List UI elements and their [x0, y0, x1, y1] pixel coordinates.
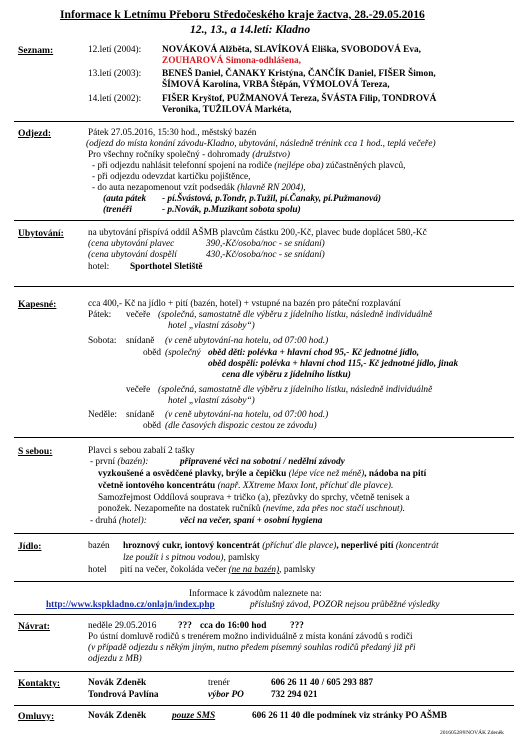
- kapesne-sunday-lunch: oběd: [143, 421, 162, 431]
- contact-2-role: výbor PO: [208, 690, 244, 700]
- jidlo-hotel-items: [120, 565, 315, 576]
- divider: [14, 614, 514, 615]
- jidlo-pool-items-cont: [123, 553, 260, 564]
- kapesne-label: Kapesné:: [18, 299, 57, 310]
- seznam-names-2003: BENEŠ Daniel, ČANAKY Kristýna, ČANČÍK Daniel, FIŠER Šimon,: [162, 69, 436, 79]
- omluvy-mode: pouze SMS: [172, 711, 216, 721]
- odjezd-coaches-label: (trenéři: [103, 205, 132, 215]
- sebou-bag1-content: připravené věci na sobotní / nedělní závody: [180, 457, 345, 467]
- sebou-intro: Plavci s sebou zabalí 2 tašky: [88, 446, 195, 456]
- sebou-swimwear-tail: , nádoba na pití: [364, 469, 427, 479]
- odjezd-group-note: (družstvo): [252, 150, 290, 160]
- odjezd-date: Pátek 27.05.2016, 15:30 hod., městský bazén: [88, 128, 257, 138]
- omluvy-label: Omluvy:: [18, 711, 55, 722]
- odjezd-phone: [92, 161, 405, 172]
- seznam-cancelled-name: ZOUHAROVÁ Simona-odhlášena,: [162, 56, 301, 66]
- odjezd-phone-note: (nejlépe oba): [274, 161, 324, 171]
- sebou-bag1-note: (bazén):: [117, 457, 149, 467]
- document-title: Informace k Letnímu Přeboru Středočeského kraje žactva, 28.-29.05.2016: [60, 8, 425, 21]
- kapesne-sunday-breakfast-note: (v ceně ubytování-na hotelu, od 07:00 hod.): [165, 410, 329, 420]
- jidlo-hotel-items-note: (ne na bazén): [228, 565, 280, 575]
- seznam-cat-2003: 13.letí (2003):: [88, 69, 142, 79]
- ubytovani-price-swimmer: 390,-Kč/osoba/noc - se snídaní): [206, 239, 325, 249]
- odjezd-phone-tail: zúčastněných plavců,: [325, 161, 406, 171]
- odjezd-seat-tail: ,: [303, 183, 306, 193]
- kapesne-saturday-dinner-note2: hotel „vlastní zásoby“): [168, 396, 255, 406]
- sebou-towels-text: ponožek. Nezapomeňte na dostatek ručníků: [98, 504, 261, 514]
- sebou-swimwear: [98, 469, 426, 480]
- kapesne-saturday-lunch-note: (společný: [165, 348, 201, 358]
- seznam-names-2002: FIŠER Kryštof, PUŽMANOVÁ Tereza, ŠVÁSTA Filip, TONDROVÁ: [162, 94, 437, 104]
- kapesne-saturday-dinner: večeře: [126, 385, 151, 395]
- results-link[interactable]: http://www.kspkladno.cz/onlajn/index.php: [46, 600, 215, 610]
- divider: [14, 581, 514, 582]
- navrat-individual: Po ústní domluvě rodičů s trenérem možno individuálně z místa konání závodů s rodiči: [88, 632, 413, 642]
- kapesne-lunch-adults: oběd dospělí: polévka + hlavní chod 115,- Kč jednotné jídlo, jinak: [208, 359, 459, 369]
- kapesne-friday-dinner: večeře: [126, 310, 151, 320]
- divider: [14, 286, 514, 287]
- sebou-bag2: [90, 516, 147, 527]
- sebou-bag1: [90, 457, 148, 468]
- odjezd-seat-text: - do auta nezapomenout vzít podsedák: [92, 183, 235, 193]
- omluvy-text: 606 26 11 40 dle podmínek viz stránky PO AŠMB: [252, 711, 447, 721]
- contact-1-name: Novák Zdeněk: [88, 678, 147, 688]
- seznam-cat-2004: 12.letí (2004):: [88, 45, 142, 55]
- document-subtitle: 12., 13., a 14.letí: Kladno: [190, 23, 311, 36]
- divider: [14, 437, 514, 438]
- divider: [14, 671, 514, 672]
- odjezd-group: [88, 150, 290, 161]
- kapesne-lunch-adults-note: cena dle výběru z jídelního lístku): [222, 370, 351, 380]
- omluvy-name: Novák Zdeněk: [88, 711, 147, 721]
- jidlo-pool-items-note2: (koncentrát: [395, 541, 439, 551]
- ubytovani-hotel-name: Sporthotel Sletiště: [130, 262, 203, 272]
- sebou-bag2-label: - druhá: [90, 516, 117, 526]
- odjezd-note: (odjezd do místa konání závodu-Kladno, ubytování, následně trénink cca 1 hod., teplá večeře): [86, 139, 436, 149]
- sebou-bag2-content: věci na večer, spaní + osobní hygiena: [180, 516, 323, 526]
- kapesne-saturday-breakfast-note: (v ceně ubytování-na hotelu, od 07:00 hod.): [165, 336, 329, 346]
- navrat-consent-cont: odjezdu z MB): [88, 654, 142, 664]
- jidlo-label: Jídlo:: [18, 541, 42, 552]
- kapesne-sunday-lunch-note: (dle časových dispozic cestou ze závodu): [165, 421, 317, 431]
- kapesne-sunday-breakfast: snídaně: [126, 410, 155, 420]
- ubytovani-price-swimmer-label: (cena ubytování plavec: [88, 239, 175, 249]
- kapesne-friday-dinner-note2: hotel „vlastní zásoby“): [168, 321, 255, 331]
- kapesne-amount: cca 400,- Kč na jídlo + pití (bazén, hotel) + vstupné na bazén pro páteční rozplavání: [88, 299, 401, 309]
- sebou-swimwear-note: (lépe více než méně): [288, 469, 365, 479]
- ubytovani-contribution: na ubytování přispívá oddíl AŠMB plavcům částku 200,-Kč, plavec bude doplácet 580,-Kč: [88, 228, 427, 238]
- jidlo-pool-items-drink: , neperlivé pití: [336, 541, 394, 551]
- jidlo-pool-items-cont-note: lze použít i s pitnou vodou): [123, 553, 224, 563]
- kapesne-saturday-breakfast: snídaně: [126, 336, 155, 346]
- kapesne-saturday-lunch: oběd: [143, 348, 162, 358]
- sebou-towels-note: (nevíme, zda přes noc stačí uschnout).: [262, 504, 405, 514]
- info-intro: Informace k závodům naleznete na:: [189, 589, 322, 599]
- sebou-label: S sebou:: [18, 446, 53, 457]
- sebou-iont-note: (např. XXtreme Maxx Iont, příchuť dle plavce).: [217, 481, 394, 491]
- kapesne-friday-dinner-note: (společná, samostatně dle výběru z jídelního lístku, následně individuálně: [158, 310, 433, 320]
- odjezd-phone-text: - při odjezdu nahlásit telefonní spojení na rodiče: [92, 161, 272, 171]
- seznam-names-2004: NOVÁKOVÁ Alžběta, SLAVÍKOVÁ Eliška, SVOBODOVÁ Eva,: [162, 45, 421, 55]
- divider: [14, 705, 514, 706]
- jidlo-pool: bazén: [88, 541, 110, 551]
- jidlo-hotel: hotel: [88, 565, 107, 575]
- sebou-bag2-note: (hotel):: [118, 516, 147, 526]
- sebou-swimwear-text: vyzkoušené a osvědčené plavky, brýle a čepičku: [98, 469, 287, 479]
- odjezd-seat: [92, 183, 306, 194]
- jidlo-pool-items-cont-tail: , pamlsky: [223, 553, 260, 563]
- kontakty-label: Kontakty:: [18, 678, 61, 689]
- sebou-iont: [98, 481, 393, 492]
- odjezd-cars-list: - pí.Švástová, p.Tondr, p.Tužil, pí.Čanaky, pí.Pužmanová): [162, 194, 382, 204]
- navrat-unknown-1: ???: [178, 621, 192, 631]
- ubytovani-label: Ubytování:: [18, 228, 64, 239]
- seznam-names-2002-cont: Veronika, TUŽILOVÁ Markéta,: [162, 105, 292, 115]
- contact-1-role: trenér: [208, 678, 230, 688]
- jidlo-hotel-items-text: pití na večer, čokoláda večer: [120, 565, 227, 575]
- seznam-names-2003-cont: ŠÍMOVÁ Karolína, VRBA Štěpán, VÝMOLOVÁ Tereza,: [162, 80, 390, 90]
- kapesne-sunday: Neděle:: [88, 410, 117, 420]
- contact-1-phone: 606 26 11 40 / 605 293 887: [271, 678, 374, 688]
- odjezd-group-text: Pro všechny ročníky společný - dohromady: [88, 150, 250, 160]
- kapesne-saturday-dinner-note: (společná, samostatně dle výběru z jídelního lístku, následně individuálně: [158, 385, 433, 395]
- kapesne-lunch-kids: oběd děti: polévka + hlavní chod 95,- Kč jednotné jídlo,: [208, 348, 420, 358]
- sebou-bag1-label: - první: [90, 457, 116, 467]
- navrat-date: neděle 29.05.2016: [88, 621, 157, 631]
- jidlo-pool-items-text: hroznový cukr, iontový koncentrát: [123, 541, 260, 551]
- odjezd-insurance: - při odjezdu odevzdat kartičku pojištěnce,: [92, 172, 251, 182]
- divider: [14, 533, 514, 534]
- jidlo-pool-items-note: (příchuť dle plavce): [262, 541, 337, 551]
- navrat-label: Návrat:: [18, 621, 50, 632]
- info-tail: příslušný závod, POZOR nejsou průběžné výsledky: [250, 600, 440, 610]
- divider: [14, 220, 514, 221]
- sebou-uniform: Samozřejmost Oddílová souprava + tričko (a), přezůvky do sprchy, včetně tenisek a: [98, 493, 410, 503]
- navrat-unknown-2: ???: [290, 621, 304, 631]
- footer-code: 20160528®NOVÁK Zdeněk: [440, 730, 504, 736]
- contact-2-name: Tondrová Pavlína: [88, 690, 159, 700]
- sebou-iont-text: včetně iontového koncentrátu: [98, 481, 216, 491]
- navrat-time: cca do 16:00 hod: [200, 621, 267, 631]
- sebou-towels: [98, 504, 405, 515]
- jidlo-hotel-items-tail: , pamlsky: [279, 565, 316, 575]
- ubytovani-price-adult-label: (cena ubytování dospělí: [88, 250, 177, 260]
- seznam-label: Seznam:: [18, 45, 54, 56]
- odjezd-cars-label: (auta pátek: [103, 194, 147, 204]
- kapesne-saturday: Sobota:: [88, 336, 117, 346]
- navrat-consent: (v případě odjezdu s někým jiným, nutno předem písemný souhlas rodičů předaný již při: [88, 643, 416, 653]
- contact-2-phone: 732 294 021: [271, 690, 318, 700]
- kapesne-friday: Pátek:: [88, 310, 112, 320]
- odjezd-label: Odjezd:: [18, 128, 52, 139]
- odjezd-seat-note: (hlavně RN 2004): [237, 183, 304, 193]
- ubytovani-hotel-label: hotel:: [88, 262, 110, 272]
- divider: [14, 121, 514, 122]
- odjezd-coaches-list: - p.Novák, p.Muzikant sobota spolu): [162, 205, 301, 215]
- ubytovani-price-adult: 430,-Kč/osoba/noc - se snídaní): [206, 250, 325, 260]
- jidlo-pool-items: [123, 541, 439, 552]
- seznam-cat-2002: 14.letí (2002):: [88, 94, 142, 104]
